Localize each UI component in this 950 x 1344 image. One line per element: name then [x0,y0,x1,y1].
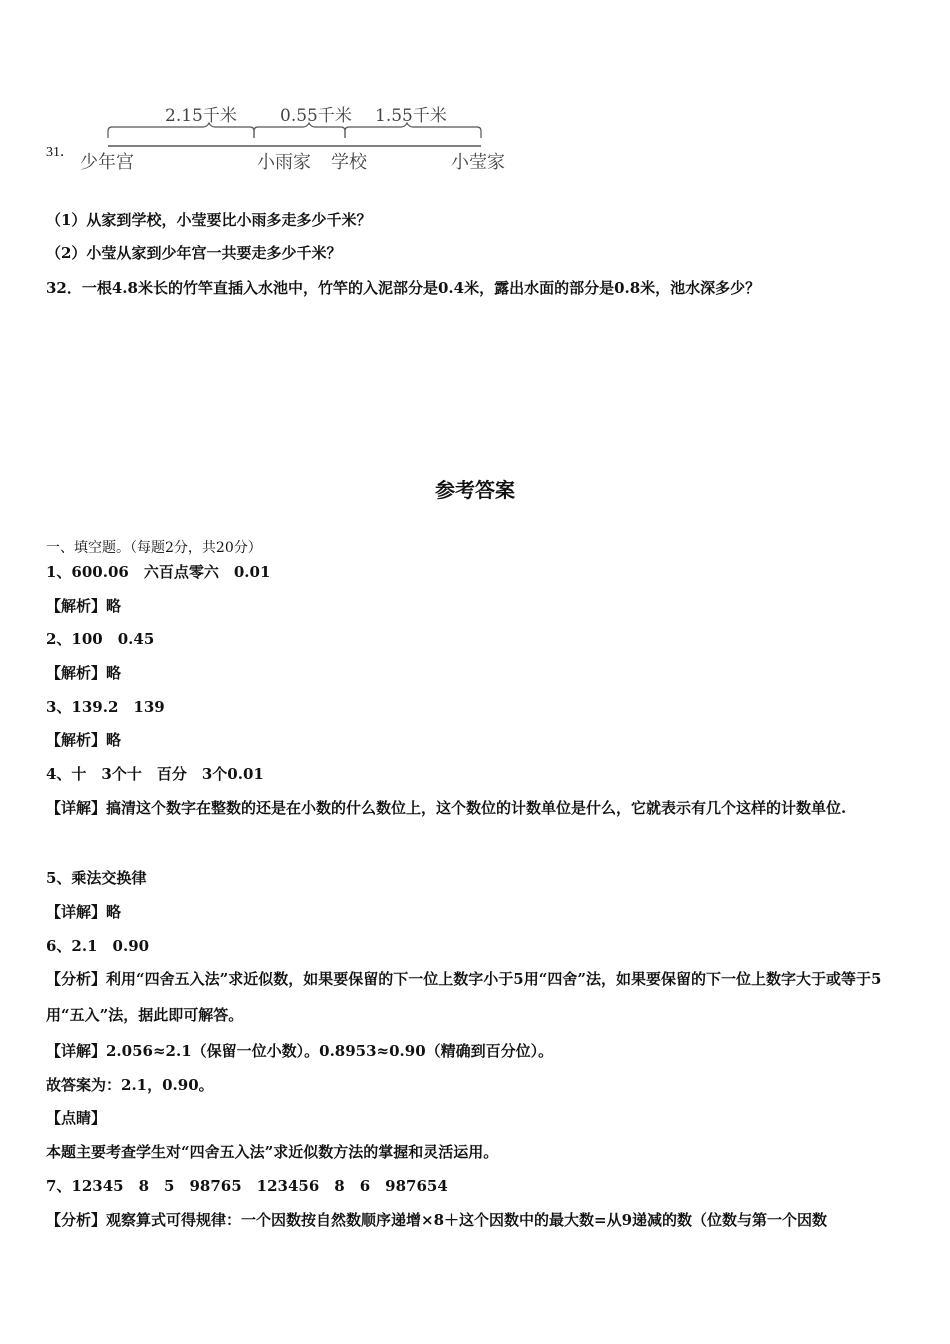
segment-label-1: 2.15千米 [165,106,237,126]
answer-6: 6、2.1 0.90 [46,937,150,955]
answer-1-note: 【解析】略 [46,597,122,615]
answer-2-note: 【解析】略 [46,664,122,682]
answer-6-analysis: 【分析】利用“四舍五入法”求近似数，如果要保留的下一位上数字小于5用“四舍”法，如果要保留的下一位上数字大于或等于5用“五入”法，据此即可解答。 [46,970,882,1024]
answer-6-point-text: 本题主要考查学生对“四舍五入法”求近似数方法的掌握和灵活运用。 [46,1143,499,1161]
place-label-xiaoyu-home: 小雨家 [257,152,311,173]
question-31-number: 31． [46,145,74,160]
distance-diagram [75,98,525,178]
answer-5: 5、乘法交换律 [46,869,147,887]
answer-6-point-label: 【点睛】 [46,1109,107,1127]
answer-4-detail: 【详解】搞清这个数字在整数的还是在小数的什么数位上，这个数位的计数单位是什么，它就表示有几个这样的计数单位. [46,799,847,817]
answers-title: 参考答案 [435,478,515,502]
answer-7: 7、12345 8 5 98765 123456 8 6 987654 [46,1177,448,1195]
answer-2: 2、100 0.45 [46,630,155,648]
place-label-school: 学校 [331,152,367,173]
answer-1: 1、600.06 六百点零六 0.01 [46,563,271,581]
section-heading: 一、填空题。（每题2分，共20分） [46,540,262,556]
question-31-sub-1: （1）从家到学校，小莹要比小雨多走多少千米？ [46,211,372,229]
segment-label-2: 0.55千米 [280,106,352,126]
answer-3: 3、139.2 139 [46,698,165,716]
answer-5-detail: 【详解】略 [46,903,122,921]
answer-7-analysis: 【分析】观察算式可得规律：一个因数按自然数顺序递增×8＋这个因数中的最大数=从9递减的数（位数与第一个因数 [46,1211,828,1229]
place-label-shaoniangong: 少年宫 [80,152,134,173]
answer-6-detail: 【详解】2.056≈2.1（保留一位小数）。0.8953≈0.90（精确到百分位）。 [46,1042,554,1060]
question-31-sub-2: （2）小莹从家到少年宫一共要走多少千米？ [46,244,342,262]
place-label-xiaoying-home: 小莹家 [451,152,505,173]
segment-label-3: 1.55千米 [375,106,447,126]
question-32: 32．一根4.8米长的竹竿直插入水池中，竹竿的入泥部分是0.4米，露出水面的部分是0.8米，池水深多少？ [46,279,761,297]
answer-6-final: 故答案为：2.1，0.90。 [46,1076,214,1094]
answer-3-note: 【解析】略 [46,731,122,749]
answer-4: 4、十 3个十 百分 3个0.01 [46,765,264,783]
